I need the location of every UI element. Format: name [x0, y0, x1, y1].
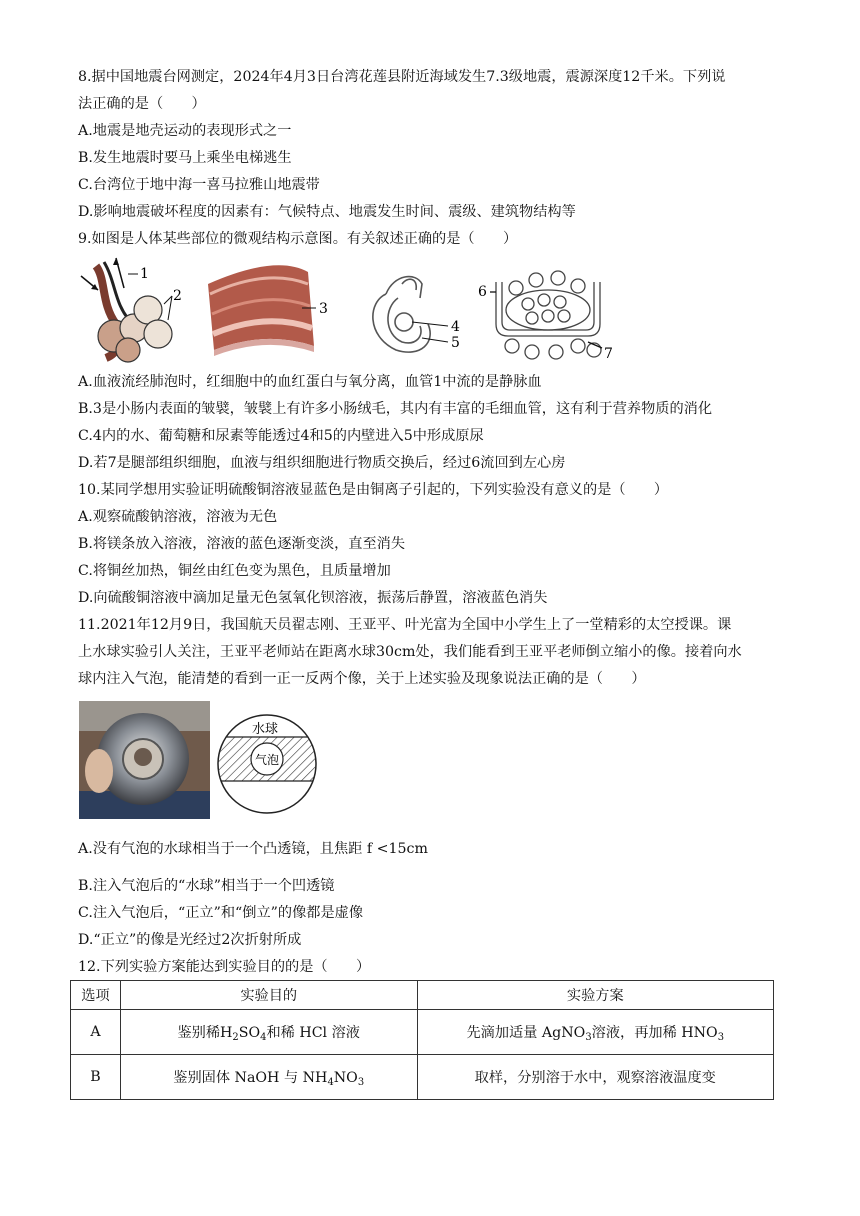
- q9-option-d: D.若7是腿部组织细胞，血液与组织细胞进行物质交换后，经过6流回到左心房: [78, 455, 566, 471]
- q11-option-b: B.注入气泡后的“水球”相当于一个凹透镜: [78, 878, 335, 894]
- q11-stem-line1: 11.2021年12月9日，我国航天员翟志刚、王亚平、叶光富为全国中小学生上了一堂精彩的太空授课。课: [78, 617, 732, 633]
- table-row: [71, 1010, 774, 1055]
- label-2: 2: [173, 288, 182, 304]
- water-ball-photo: [79, 701, 210, 819]
- q8-option-d: D.影响地震破坏程度的因素有：气候特点、地震发生时间、震级、建筑物结构等: [78, 204, 576, 220]
- q9-option-c: C.4内的水、葡萄糖和尿素等能透过4和5的内壁进入5中形成原尿: [78, 428, 484, 444]
- row-a-plan: 先滴加适量 AgNO$_3$溶液，再加稀 $HNO_3$: [417, 1010, 773, 1055]
- label-1: 1: [140, 266, 149, 282]
- q10-option-c: C.将铜丝加热，铜丝由红色变为黑色，且质量增加: [78, 563, 391, 579]
- q10-stem: 10.某同学想用实验证明硫酸铜溶液显蓝色是由铜离子引起的，下列实验没有意义的是（ ）: [78, 482, 669, 498]
- q11-stem-line3: 球内注入气泡，能清楚的看到一正一反两个像，关于上述实验及现象说法正确的是（ ）: [78, 671, 646, 687]
- label-3: 3: [319, 301, 328, 317]
- q12-table: [70, 980, 774, 1100]
- q9-option-b: B.3是小肠内表面的皱襞，皱襞上有许多小肠绒毛，其内有丰富的毛细血管，这有利于营养物质的消化: [78, 401, 713, 417]
- label-4: 4: [451, 319, 460, 335]
- table-row: [71, 1055, 774, 1100]
- nephron-figure: [373, 277, 448, 353]
- label-7: 7: [604, 346, 613, 362]
- q9-stem: 9.如图是人体某些部位的微观结构示意图。有关叙述正确的是（ ）: [78, 231, 518, 247]
- q11-option-c: C.注入气泡后，“正立”和“倒立”的像都是虚像: [78, 905, 364, 921]
- label-5: 5: [451, 335, 460, 351]
- row-a-goal: 鉴别稀$H_2SO_4$和稀 HCl 溶液: [120, 1010, 417, 1055]
- q8-stem-line2: 法正确的是（ ）: [78, 96, 206, 112]
- q11-option-d: D.“正立”的像是光经过2次折射所成: [78, 932, 302, 948]
- q11-option-a: A.没有气泡的水球相当于一个凸透镜，且焦距 f <15cm: [78, 841, 428, 857]
- header-goal: 实验目的: [120, 981, 417, 1010]
- table-header-row: [71, 981, 774, 1010]
- header-plan: 实验方案: [417, 981, 773, 1010]
- q9-option-a: A.血液流经肺泡时，红细胞中的血红蛋白与氧分离，血管1中流的是静脉血: [78, 374, 542, 390]
- label-6: 6: [478, 284, 487, 300]
- q8-option-b: B.发生地震时要马上乘坐电梯逃生: [78, 150, 292, 166]
- header-option: 选项: [71, 981, 121, 1010]
- intestine-wall-figure: [208, 265, 316, 356]
- water-ball-diagram: [216, 713, 318, 815]
- q10-option-b: B.将镁条放入溶液，溶液的蓝色逐渐变淡，直至消失: [78, 536, 406, 552]
- capillary-figure: [490, 271, 602, 359]
- q8-option-c: C.台湾位于地中海一喜马拉雅山地震带: [78, 177, 320, 193]
- water-ball-label: 水球: [252, 722, 279, 737]
- row-b-goal: 鉴别固体 NaOH 与 $NH_4NO_3$: [120, 1055, 417, 1100]
- q10-option-a: A.观察硫酸钠溶液，溶液为无色: [78, 509, 278, 525]
- q9-figure: [76, 254, 611, 366]
- row-a-option: A: [71, 1010, 121, 1055]
- q10-option-d: D.向硫酸铜溶液中滴加足量无色氢氧化钡溶液，振荡后静置，溶液蓝色消失: [78, 590, 548, 606]
- row-b-plan: 取样，分别溶于水中，观察溶液温度变: [417, 1055, 773, 1100]
- bubble-label: 气泡: [255, 753, 280, 767]
- q12-stem: 12.下列实验方案能达到实验目的的是（ ）: [78, 959, 371, 975]
- q8-option-a: A.地震是地壳运动的表现形式之一: [78, 123, 292, 139]
- alveoli-figure: [81, 258, 172, 362]
- q11-stem-line2: 上水球实验引人关注，王亚平老师站在距离水球30cm处，我们能看到王亚平老师倒立缩小的像。接着向水: [78, 644, 742, 660]
- row-b-option: B: [71, 1055, 121, 1100]
- q8-stem-line1: 8.据中国地震台网测定，2024年4月3日台湾花莲县附近海域发生7.3级地震，震源深度12千米。下列说: [78, 69, 726, 85]
